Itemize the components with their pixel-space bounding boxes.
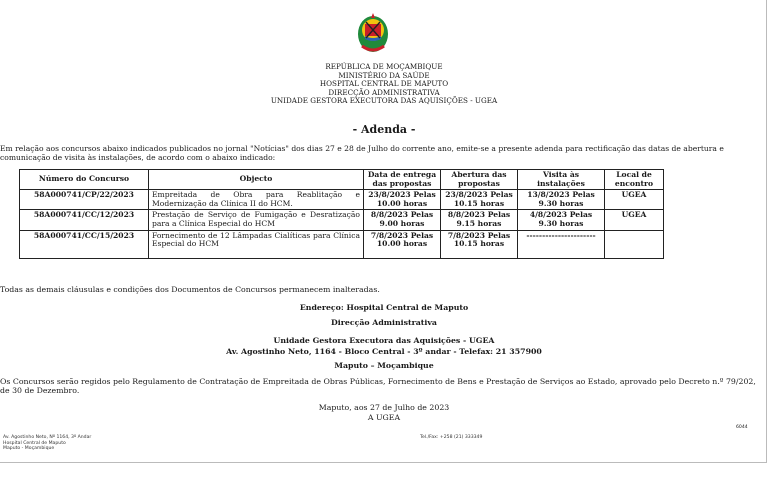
cell-local: UGEA [605,210,664,230]
address-direccao: Direcção Administrativa [331,318,437,327]
address-av: Av. Agostinho Neto, 1164 - Bloco Central - 3º andar - Telefax: 21 357900 [226,347,542,356]
cell-entrega: 8/8/2023 Pelas 9.00 horas [364,210,441,230]
footer-left-line1: Av. Agostinho Neto, Nº 1164, 3º Andar [3,435,92,440]
cell-objecto: Fornecimento de 12 Lâmpadas Cialíticas para Clínica Especial do HCM [149,230,364,258]
table-row [20,210,664,230]
cell-visita: 4/8/2023 Pelas 9.30 horas [518,210,605,230]
mozambique-emblem-icon [356,10,390,56]
document-title: - Adenda - [352,123,416,136]
cell-objecto: Empreitada de Obra para Reablitação e Modernização da Clínica II do HCM. [149,190,364,210]
cell-numero: 58A000741/CP/22/2023 [20,190,149,210]
table-header-row [20,170,664,190]
footer-telefax: Tel./Fax: +258 (21) 333349 [420,435,483,440]
header-direction: DIRECÇÃO ADMINISTRATIVA [328,87,440,97]
table-row [20,230,664,258]
intro-paragraph: Em relação aos concursos abaixo indicados publicados no jornal "Notícias" dos dias 27 e 28 de Julho do corrente ano, emite-se a presente adenda para rectificação das datas de abertura e comunicação de visita às instalações, de acordo com o abaixo indicado: [0,144,724,162]
cell-local: UGEA [605,190,664,210]
cell-numero: 58A000741/CC/12/2023 [20,210,149,230]
cell-objecto: Prestação de Serviço de Fumigação e Desratização para a Clínica Especial do HCM [149,210,364,230]
col-header-local: Local de encontro [605,170,664,190]
cell-entrega: 7/8/2023 Pelas 10.00 horas [364,230,441,258]
address-endereco: Endereço: Hospital Central de Maputo [299,303,469,312]
cell-abertura: 7/8/2023 Pelas 10.15 horas [441,230,518,258]
cell-visita: 13/8/2023 Pelas 9.30 horas [518,190,605,210]
signature-org: A UGEA [367,413,401,422]
cell-abertura: 23/8/2023 Pelas 10.15 horas [441,190,518,210]
header-ugea: UNIDADE GESTORA EXECUTORA DAS AQUISIÇÕES - UGEA [270,96,498,105]
cell-entrega: 23/8/2023 Pelas 10.00 horas [364,190,441,210]
col-header-numero: Número do Concurso [20,170,149,190]
col-header-objecto: Objecto [149,170,364,190]
footer-left-line2: Hospital Central de Maputo [3,440,66,446]
footer-left-line3: Maputo - Moçambique [3,446,55,452]
footer-address [3,435,91,452]
col-header-entrega: Data de entrega das propostas [364,170,441,190]
address-cidade: Maputo – Moçambique [334,361,434,370]
header-hospital: HOSPITAL CENTRAL DE MAPUTO [319,79,449,88]
header-ministry: MINISTÉRIO DA SAÚDE [338,70,430,80]
col-header-abertura: Abertura das propostas [441,170,518,190]
col-header-visita: Visita às instalações [518,170,605,190]
regulation-text: Os Concursos serão regidos pelo Regulamento de Contratação de Empreitada de Obras Públicas, Fornecimento de Bens e Prestação de Serviços ao Estado, aprovado pelo Decreto n.º 79/202, de 30 de Dezembro. [0,377,756,395]
reference-number: 6044 [736,425,748,430]
cell-local [605,230,664,258]
address-unidade: Unidade Gestora Executora das Aquisições - UGEA [273,336,495,345]
signature-date: Maputo, aos 27 de Julho de 2023 [318,403,450,412]
header-republic: REPÚBLICA DE MOÇAMBIQUE [325,62,443,71]
cell-visita: ---------------------- [518,230,605,258]
cell-numero: 58A000741/CC/15/2023 [20,230,149,258]
cell-abertura: 8/8/2023 Pelas 9.15 horas [441,210,518,230]
clauses-text: Todas as demais cláusulas e condições dos Documentos de Concursos permanecem inalteradas. [0,285,380,294]
tenders-table [19,169,664,259]
table-row [20,190,664,210]
